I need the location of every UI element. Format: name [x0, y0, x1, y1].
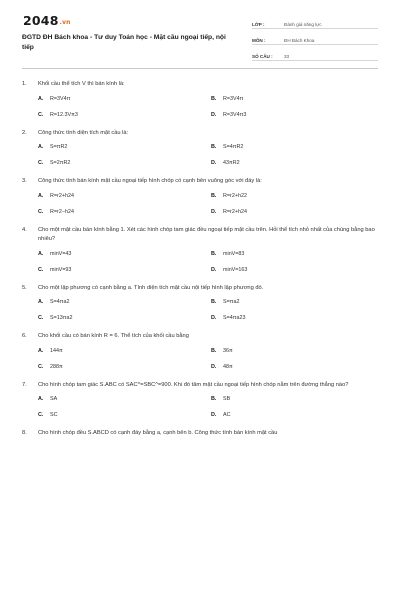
- meta-value: 33: [284, 54, 290, 59]
- option-text: S=4πa23: [223, 315, 246, 321]
- question-number: 3.: [22, 178, 27, 184]
- option-letter: B.: [211, 347, 217, 354]
- option-text: minV=83: [223, 250, 245, 257]
- answer-option[interactable]: [38, 193, 211, 200]
- option-letter: A.: [38, 347, 44, 354]
- option-letter: B.: [211, 144, 217, 150]
- document-title: ĐGTD ĐH Bách khoa - Tư duy Toán học - Mặt cầu ngoại tiếp, nội tiếp: [22, 34, 226, 51]
- meta-value: ĐH Bách Khoa: [284, 38, 315, 43]
- answer-option[interactable]: [211, 348, 384, 355]
- page-header: [0, 0, 400, 62]
- option-letter: C.: [38, 363, 44, 370]
- answer-option[interactable]: [38, 396, 211, 403]
- option-text: R=3V4π3: [223, 111, 247, 118]
- meta-label: LỚP :: [252, 22, 265, 27]
- question-header: [22, 381, 378, 391]
- answer-option[interactable]: [38, 299, 211, 306]
- option-text: S=4πR2: [223, 144, 244, 150]
- question-number: 1.: [22, 81, 27, 87]
- answer-options: [38, 396, 378, 419]
- answer-option[interactable]: [211, 112, 384, 119]
- option-text: 288π: [50, 363, 63, 370]
- option-text: 43πR2: [223, 160, 240, 166]
- answer-option[interactable]: [38, 267, 211, 274]
- question-text: Công thức tính bán kính mặt cầu ngoại tiếp hình chóp có cạnh bên vuông góc với đáy là:: [38, 178, 262, 184]
- answer-options: [38, 251, 378, 274]
- answer-option[interactable]: [38, 144, 211, 151]
- question-text: Cho một mặt cầu bán kính bằng 1. Xét các hình chóp tam giác đều ngoại tiếp mặt cầu trên. Hỏi thể tích nhỏ nhất của chúng bằng bao nhiêu?: [38, 226, 375, 242]
- option-text: minV=163: [223, 266, 248, 273]
- option-text: SC: [50, 412, 58, 418]
- option-letter: D.: [211, 111, 217, 118]
- option-text: R=r2+h24: [223, 208, 247, 215]
- question-number: 6.: [22, 333, 27, 339]
- question-text: Cho khối cầu có bán kính R = 6. Thể tích của khối cầu bằng: [38, 333, 189, 339]
- option-text: S=πR2: [50, 144, 68, 150]
- option-letter: B.: [211, 299, 217, 305]
- option-letter: C.: [38, 160, 44, 166]
- answer-option[interactable]: [38, 209, 211, 216]
- answer-option[interactable]: [38, 160, 211, 167]
- question-header: [22, 129, 378, 139]
- answer-option[interactable]: [38, 251, 211, 258]
- meta-row-count: [252, 47, 378, 61]
- answer-option[interactable]: [211, 160, 384, 167]
- option-letter: D.: [211, 208, 217, 215]
- answer-option[interactable]: [211, 299, 384, 306]
- option-letter: B.: [211, 250, 217, 257]
- option-letter: D.: [211, 266, 217, 273]
- option-letter: A.: [38, 192, 44, 199]
- option-letter: C.: [38, 266, 44, 273]
- option-letter: B.: [211, 95, 217, 102]
- answer-option[interactable]: [211, 193, 384, 200]
- answer-option[interactable]: [211, 315, 384, 322]
- option-letter: C.: [38, 208, 44, 215]
- question-item: [22, 381, 378, 420]
- answer-options: [38, 348, 378, 371]
- question-item: [22, 80, 378, 119]
- option-text: 36π: [223, 347, 233, 354]
- meta-value: Đánh giá năng lực: [284, 22, 322, 27]
- option-letter: D.: [211, 315, 217, 321]
- question-list: [22, 80, 378, 449]
- option-text: R=3V4π: [50, 95, 71, 102]
- option-letter: C.: [38, 315, 44, 321]
- question-text: Công thức tính diện tích mặt cầu là:: [38, 129, 129, 136]
- question-number: 7.: [22, 381, 27, 388]
- question-text: Cho hình chóp tam giác S.ABC có SAC^=SBC^=900. Khi đó tâm mặt cầu ngoại tiếp hình chóp nằm trên đường thẳng nào?: [38, 381, 349, 388]
- option-text: R=r2−h24: [50, 208, 74, 215]
- option-letter: B.: [211, 192, 217, 199]
- question-header: [22, 429, 378, 439]
- question-number: 8.: [22, 430, 27, 436]
- option-text: R=r2+h22: [223, 192, 247, 199]
- question-number: 5.: [22, 284, 27, 291]
- question-header: [22, 226, 378, 245]
- option-text: R=r2+h24: [50, 192, 74, 199]
- option-letter: D.: [211, 412, 217, 418]
- option-letter: A.: [38, 250, 44, 257]
- question-number: 4.: [22, 226, 27, 233]
- logo-main: 2048: [23, 13, 59, 28]
- answer-option[interactable]: [211, 412, 384, 419]
- option-text: R=12.3Vπ3: [50, 111, 78, 118]
- answer-option[interactable]: [38, 364, 211, 371]
- option-text: SB: [223, 396, 231, 402]
- answer-option[interactable]: [38, 315, 211, 322]
- option-text: 144π: [50, 347, 63, 354]
- answer-options: [38, 144, 378, 167]
- option-letter: A.: [38, 95, 44, 102]
- question-item: [22, 177, 378, 216]
- answer-option[interactable]: [211, 267, 384, 274]
- answer-options: [38, 193, 378, 216]
- meta-label: MÔN :: [252, 38, 266, 43]
- option-text: SA: [50, 396, 58, 402]
- question-item: [22, 429, 378, 439]
- answer-option[interactable]: [211, 96, 384, 103]
- question-header: [22, 177, 378, 187]
- answer-option[interactable]: [38, 96, 211, 103]
- option-text: AC: [223, 412, 231, 418]
- question-item: [22, 129, 378, 168]
- answer-options: [38, 299, 378, 322]
- option-letter: A.: [38, 299, 44, 305]
- meta-row-class: [252, 15, 378, 29]
- option-text: S=4πa2: [50, 299, 70, 305]
- question-text: Khối cầu thể tích V thì bán kính là:: [38, 81, 125, 87]
- option-letter: C.: [38, 111, 44, 118]
- meta-label: SỐ CÂU :: [252, 54, 273, 59]
- meta-table: [252, 15, 378, 63]
- answer-option[interactable]: [211, 209, 384, 216]
- option-text: minV=43: [50, 250, 72, 257]
- question-item: [22, 332, 378, 371]
- option-letter: C.: [38, 412, 44, 418]
- answer-options: [38, 96, 378, 119]
- question-header: [22, 284, 378, 294]
- question-text: Cho một lập phương có cạnh bằng a. Tính diện tích mặt cầu nội tiếp hình lập phương đó.: [38, 284, 264, 291]
- option-letter: A.: [38, 396, 44, 402]
- logo-sub: .vn: [59, 19, 71, 26]
- question-text: Cho hình chóp đều S.ABCD có cạnh đáy bằng a, cạnh bên b. Công thức tính bán kính mặt cầu: [38, 430, 278, 436]
- question-number: 2.: [22, 129, 27, 136]
- answer-option[interactable]: [211, 144, 384, 151]
- answer-option[interactable]: [38, 412, 211, 419]
- option-text: R=3V4π: [223, 95, 244, 102]
- option-text: S=2πR2: [50, 160, 71, 166]
- meta-row-subject: [252, 31, 378, 45]
- answer-option[interactable]: [38, 348, 211, 355]
- option-letter: A.: [38, 144, 44, 150]
- option-text: minV=93: [50, 266, 72, 273]
- question-item: [22, 284, 378, 323]
- option-letter: D.: [211, 363, 217, 370]
- question-item: [22, 226, 378, 274]
- option-text: S=πa2: [223, 299, 240, 305]
- question-header: [22, 80, 378, 90]
- option-letter: B.: [211, 396, 217, 402]
- answer-option[interactable]: [211, 251, 384, 258]
- header-divider: [22, 68, 378, 69]
- option-text: 48π: [223, 363, 233, 370]
- answer-option[interactable]: [211, 396, 384, 403]
- site-logo[interactable]: [23, 13, 71, 28]
- answer-option[interactable]: [38, 112, 211, 119]
- question-header: [22, 332, 378, 342]
- option-text: S=13πa2: [50, 315, 73, 321]
- option-letter: D.: [211, 160, 217, 166]
- answer-option[interactable]: [211, 364, 384, 371]
